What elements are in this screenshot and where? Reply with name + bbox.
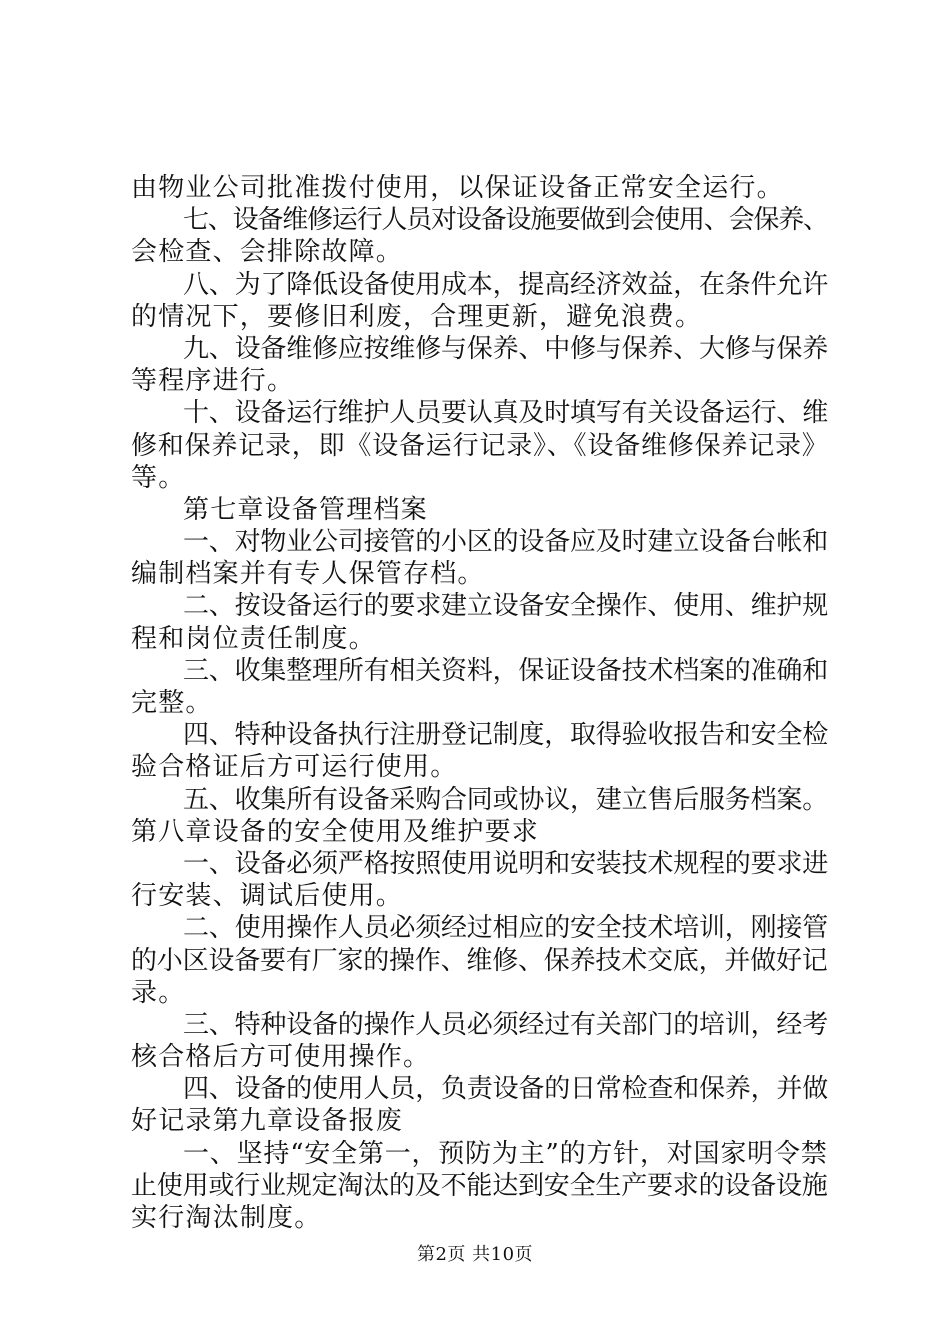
page-footer: 第2页 共10页	[416, 1244, 534, 1265]
text-line: 验合格证后方可运行使用。	[131, 752, 458, 783]
text-line: 的小区设备要有厂家的操作、维修、保养技术交底，并做好记	[131, 945, 828, 976]
text-line: 的情况下，要修旧利废，合理更新，避免浪费。	[131, 301, 703, 332]
text-line: 止使用或行业规定淘汰的及不能达到安全生产要求的设备设施	[131, 1170, 828, 1201]
text-line: 一、坚持“安全第一，预防为主”的方针，对国家明令禁	[183, 1138, 828, 1169]
text-line: 好记录第九章设备报废	[131, 1106, 404, 1137]
text-line: 五、收集所有设备采购合同或协议，建立售后服务档案。	[183, 784, 829, 815]
text-line: 七、设备维修运行人员对设备设施要做到会使用、会保养、	[183, 205, 828, 236]
text-line: 一、对物业公司接管的小区的设备应及时建立设备台帐和	[183, 527, 829, 558]
text-line: 录。	[131, 977, 186, 1008]
text-line: 会检查、会排除故障。	[131, 237, 404, 268]
text-line: 二、使用操作人员必须经过相应的安全技术培训，刚接管	[183, 913, 829, 944]
text-line: 编制档案并有专人保管存档。	[131, 559, 485, 590]
text-line: 第八章设备的安全使用及维护要求	[131, 816, 540, 847]
text-line: 四、特种设备执行注册登记制度，取得验收报告和安全检	[183, 720, 829, 751]
text-line: 核合格后方可使用操作。	[131, 1042, 431, 1073]
text-line: 修和保养记录，即《设备运行记录》、《设备维修保养记录》	[131, 430, 829, 461]
text-line: 等程序进行。	[131, 366, 295, 397]
text-line: 三、特种设备的操作人员必须经过有关部门的培训，经考	[183, 1009, 829, 1040]
text-line: 十、设备运行维护人员要认真及时填写有关设备运行、维	[183, 398, 829, 429]
text-line: 实行淘汰制度。	[131, 1203, 322, 1233]
text-line: 等。	[131, 462, 186, 493]
text-line: 一、设备必须严格按照使用说明和安装技术规程的要求进	[183, 848, 829, 879]
text-line: 四、设备的使用人员，负责设备的日常检查和保养，并做	[183, 1074, 829, 1105]
text-line: 由物业公司批准拨付使用，以保证设备正常安全运行。	[131, 173, 784, 203]
document-body	[131, 172, 831, 1234]
text-line: 完整。	[131, 688, 213, 718]
text-line: 八、为了降低设备使用成本，提高经济效益，在条件允许	[183, 269, 829, 300]
text-line: 三、收集整理所有相关资料，保证设备技术档案的准确和	[183, 655, 829, 686]
text-line: 行安装、调试后使用。	[131, 881, 404, 912]
text-line: 第七章设备管理档案	[183, 494, 428, 525]
text-line: 程和岗位责任制度。	[131, 623, 376, 654]
text-line: 九、设备维修应按维修与保养、中修与保养、大修与保养	[183, 333, 829, 364]
text-line: 二、按设备运行的要求建立设备安全操作、使用、维护规	[183, 591, 829, 622]
